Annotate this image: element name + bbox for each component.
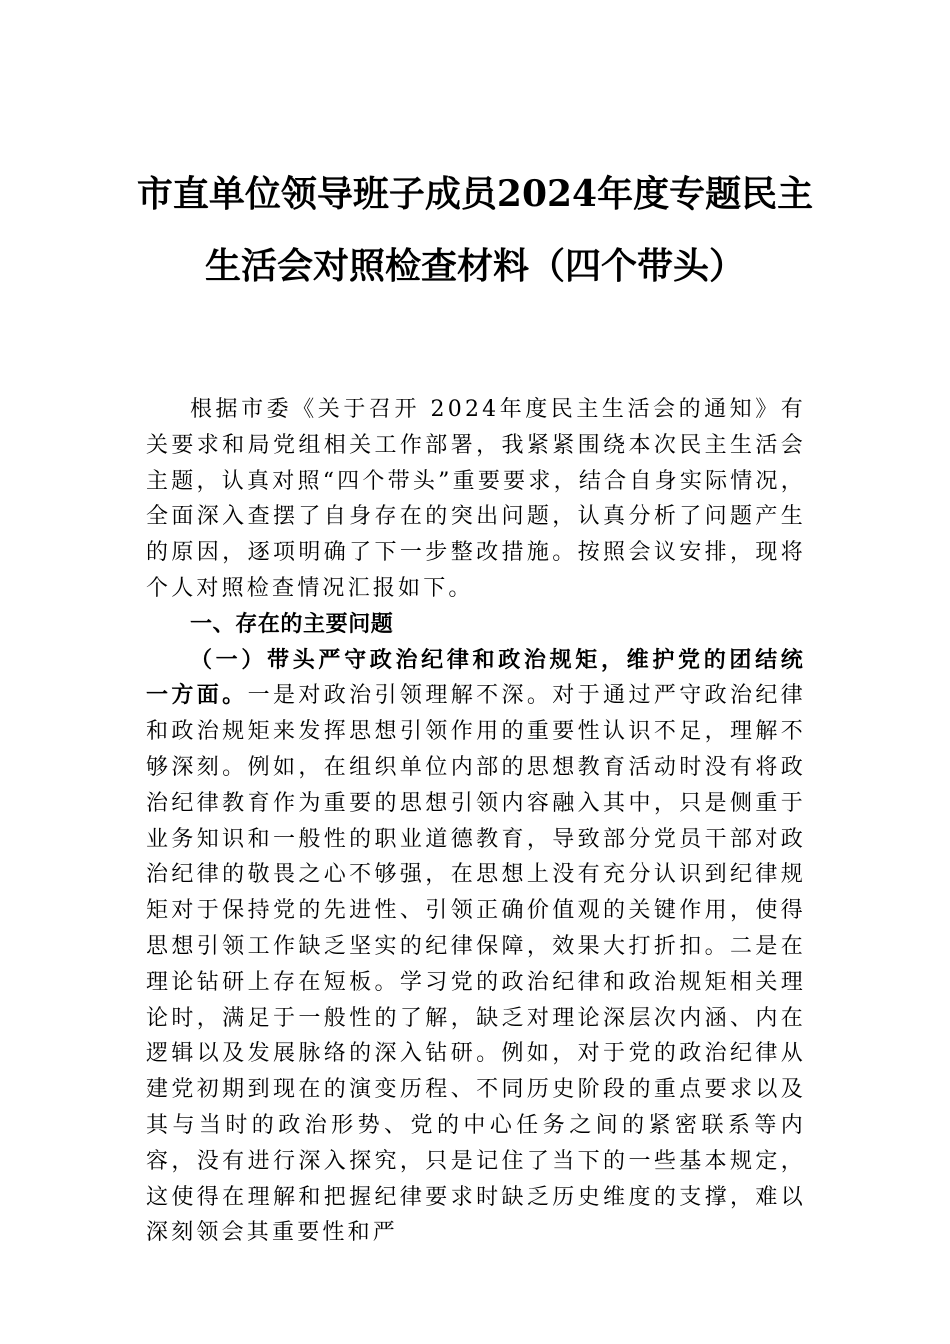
section-heading-1: 一、存在的主要问题 xyxy=(190,611,394,637)
subsection-heading-1: （一）带头严守政治纪律和政治规矩，维护党的团结统一方面。 xyxy=(146,646,806,709)
subsection-paragraph-1 xyxy=(146,643,806,1252)
document-title-line-2: 生活会对照检查材料（四个带头） xyxy=(204,245,745,287)
document-title-line-1: 市直单位领导班子成员2024年度专题民主 xyxy=(136,173,814,215)
intro-paragraph: 根据市委《关于召开 2024年度民主生活会的通知》有关要求和局党组相关工作部署，我紧紧围绕本次民主生活会主题，认真对照“四个带头”重要要求，结合自身实际情况，全面深入查摆了自身存在的突出问题，认真分析了问题产生的原因，逐项明确了下一步整改措施。按照会议安排，现将个人对照检查情况汇报如下。 xyxy=(146,397,806,601)
document-body xyxy=(146,392,806,1251)
subsection-body-1: 一是对政治引领理解不深。对于通过严守政治纪律和政治规矩来发挥思想引领作用的重要性认识不足，理解不够深刻。例如，在组织单位内部的思想教育活动时没有将政治纪律教育作为重要的思想引领内容融入其中，只是侧重于业务知识和一般性的职业道德教育，导致部分党员干部对政治纪律的敬畏之心不够强，在思想上没有充分认识到纪律规矩对于保持党的先进性、引领正确价值观的关键作用，使得思想引领工作缺乏坚实的纪律保障，效果大打折扣。二是在理论钻研上存在短板。学习党的政治纪律和政治规矩相关理论时，满足于一般性的了解，缺乏对理论深层次内涵、内在逻辑以及发展脉络的深入钻研。例如，对于党的政治纪律从建党初期到现在的演变历程、不同历史阶段的重点要求以及其与当时的政治形势、党的中心任务之间的紧密联系等内容，没有进行深入探究，只是记住了当下的一些基本规定，这使得在理解和把握纪律要求时缺乏历史维度的支撑，难以深刻领会其重要性和严 xyxy=(146,683,806,1246)
